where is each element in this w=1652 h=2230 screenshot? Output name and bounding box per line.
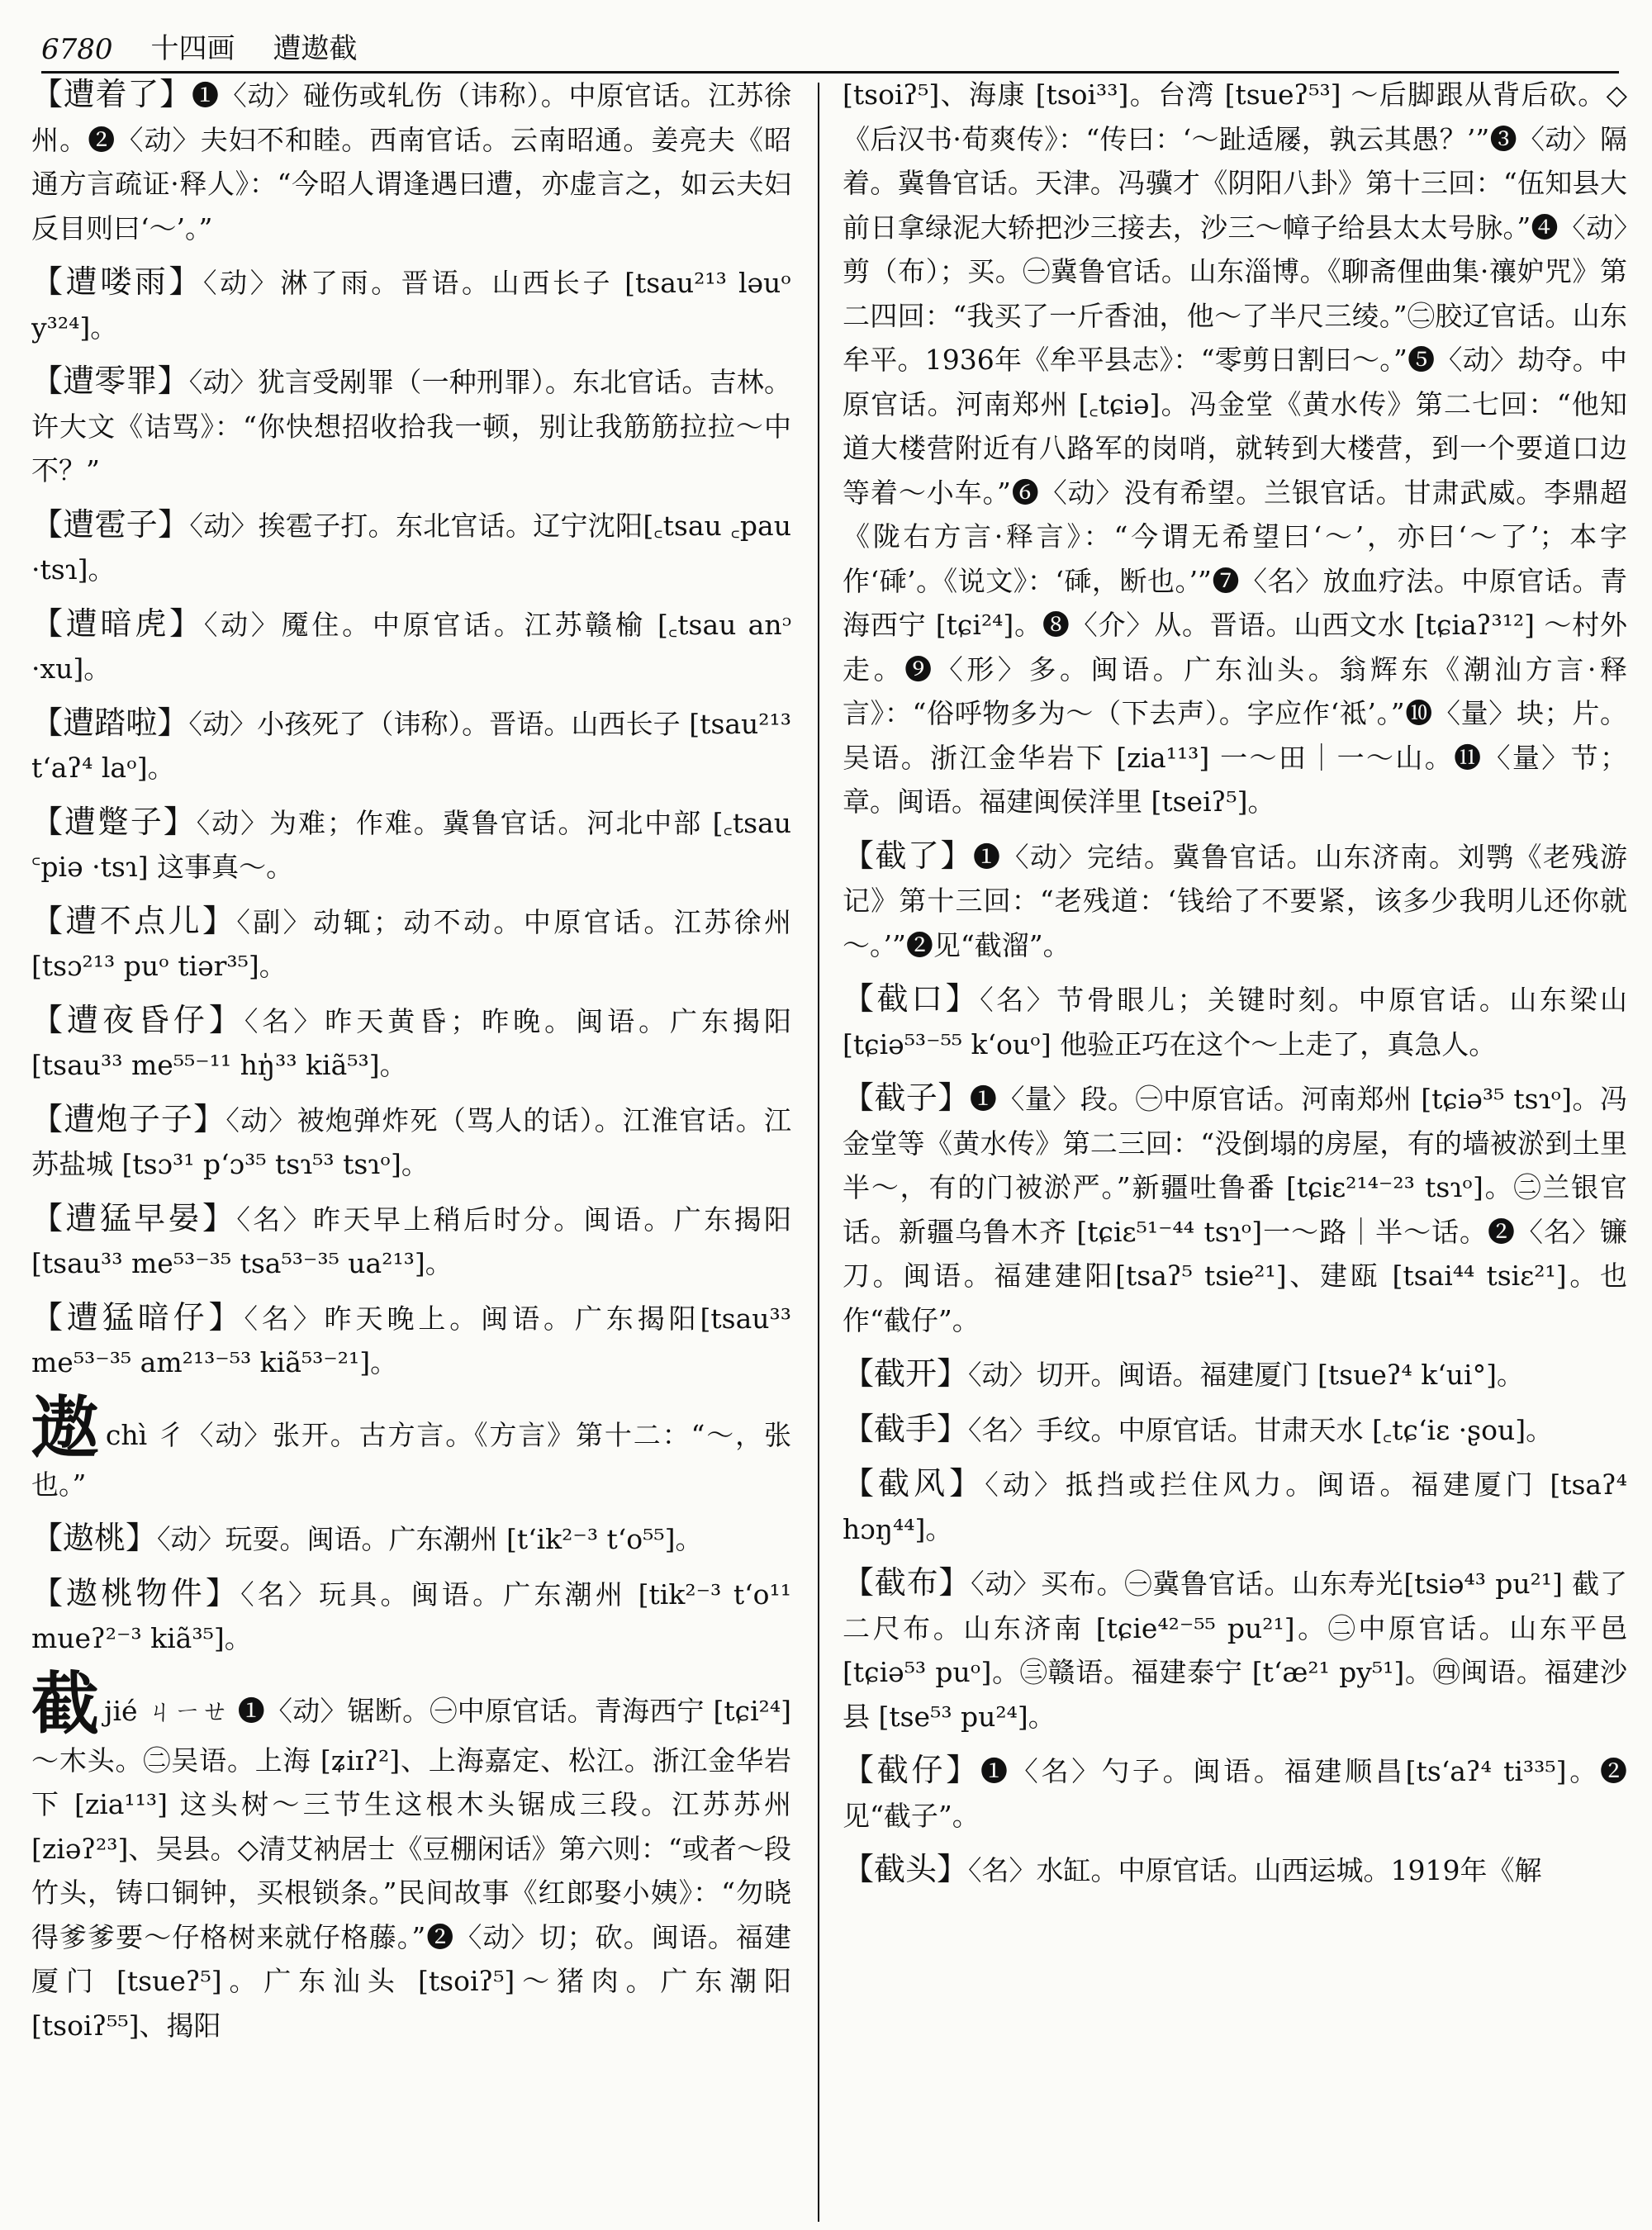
headword: 【截子】 bbox=[843, 1079, 970, 1116]
definition: 〈动〉魇住。中原官话。江苏赣榆 [꜀tsau anᵓ ·xu]。 bbox=[31, 608, 791, 685]
headword: 【遨桃物件】 bbox=[31, 1574, 241, 1611]
entry bbox=[843, 1352, 1627, 1397]
headword: 【遭零罪】 bbox=[31, 363, 189, 399]
entry bbox=[31, 1572, 791, 1661]
entry bbox=[31, 73, 791, 250]
character-entry bbox=[31, 1388, 791, 1507]
definition: 〈名〉昨天黄昏；昨晚。闽语。广东揭阳 [tsau³³ me⁵⁵⁻¹¹ hŋ̍³³ kiã⁵³]。 bbox=[31, 1004, 791, 1081]
definition: 〈动〉犹言受剐罪（一种刑罪）。东北官话。吉林。许大文《诘骂》：“你快想招收拾我一顿，别让我筋筋拉拉～中不？” bbox=[31, 366, 791, 486]
definition: ❶〈动〉完结。冀鲁官话。山东济南。刘鹗《老残游记》第十三回：“老残道：‘钱给了不要紧，该多少我明儿还你就～。’”❷见“截溜”。 bbox=[843, 840, 1627, 961]
left-column bbox=[31, 73, 791, 2222]
right-column bbox=[843, 73, 1627, 2222]
entry bbox=[843, 1076, 1627, 1342]
entry bbox=[31, 1296, 791, 1385]
definition: 〈动〉切开。闽语。福建厦门 [tsueʔ⁴ k‘ui°]。 bbox=[968, 1359, 1524, 1391]
definition: 〈名〉玩具。闽语。广东潮州 [tik²⁻³ t‘o¹¹ mueʔ²⁻³ kiã³⁵]。 bbox=[31, 1578, 791, 1654]
headword: 【遭喽雨】 bbox=[31, 263, 204, 300]
head-character: 截 bbox=[31, 1664, 100, 1744]
entry bbox=[843, 1848, 1627, 1893]
definition: ❶〈动〉碰伤或轧伤（讳称）。中原官话。江苏徐州。❷〈动〉夫妇不和睦。西南官话。云南昭通。姜亮夫《昭通方言疏证·释人》：“今昭人谓逢遇曰遭，亦虚言之，如云夫妇反目则曰‘～’。” bbox=[31, 79, 791, 244]
entry bbox=[31, 999, 791, 1088]
entry bbox=[31, 800, 791, 890]
definition: 〈动〉为难；作难。冀鲁官话。河北中部 [꜀tsau ꜂piə ·tsɿ] 这事真～。 bbox=[31, 806, 791, 883]
headword: 【遭踏啦】 bbox=[31, 704, 189, 741]
entry bbox=[843, 1561, 1627, 1739]
headword: 【截口】 bbox=[843, 980, 980, 1017]
headword: 【截仔】 bbox=[843, 1752, 981, 1788]
definition: ❶〈名〉勺子。闽语。福建顺昌[ts‘aʔ⁴ ti³³⁵]。❷见“截子”。 bbox=[843, 1755, 1627, 1832]
definition: jié ㄐㄧㄝ ❶〈动〉锯断。㊀中原官话。青海西宁 [tɕi²⁴] ～木头。㊁吴语。上海 [ʑiɪʔ²]、上海嘉定、松江。浙江金华岩下 [zia¹¹³] 这头树～三节生这根木头锯成三段。江苏苏州[ziəʔ²³]、吴县。◇清艾衲居士《豆棚闲话》第六则：“或者～段竹头，铸口铜钟，买根锁条。”民间故事《红郎娶小姨》：“勿晓得爹爹要～仔格树来就仔格藤。”❷〈动〉切；砍。闽语。福建厦门 [tsueʔ⁵]。广东汕头 [tsoiʔ⁵]～猪肉。广东潮阳[tsoiʔ⁵⁵]、揭阳 bbox=[31, 1694, 791, 2042]
definition: 〈名〉节骨眼儿；关键时刻。中原官话。山东梁山 [tɕiə⁵³⁻⁵⁵ k‘ouᵒ] 他验正巧在这个～上走了，真急人。 bbox=[843, 984, 1627, 1060]
definition: 〈名〉手纹。中原官话。甘肃天水 [꜀tɕ‘iɛ ·ʂou]。 bbox=[968, 1413, 1554, 1446]
page-header bbox=[41, 15, 1619, 74]
entry bbox=[843, 834, 1627, 968]
entry bbox=[31, 701, 791, 790]
headword: 【遭不点儿】 bbox=[31, 902, 237, 939]
entry bbox=[843, 1407, 1627, 1453]
headword: 【遭蹩子】 bbox=[31, 803, 197, 840]
page-number: 6780 bbox=[41, 33, 113, 66]
definition: chì 彳〈动〉张开。古方言。《方言》第十二：“～，张也。” bbox=[31, 1418, 791, 1501]
headword: 【截头】 bbox=[843, 1851, 969, 1887]
headword: 【截布】 bbox=[843, 1564, 971, 1601]
headword: 【遭夜昏仔】 bbox=[31, 1001, 244, 1038]
entry bbox=[31, 1197, 791, 1286]
headword: 【遨桃】 bbox=[31, 1520, 158, 1556]
entry bbox=[31, 602, 791, 691]
definition: 〈动〉淋了雨。晋语。山西长子 [tsau²¹³ ləuᵒ y³²⁴]。 bbox=[31, 267, 791, 344]
headword: 【截了】 bbox=[843, 837, 973, 874]
definition: ❶〈量〉段。㊀中原官话。河南郑州 [tɕiə³⁵ tsɿᵒ]。冯金堂等《黄水传》第二三回：“没倒塌的房屋，有的墙被淤到土里半～，有的门被淤严。”新疆吐鲁番 [tɕiɛ²¹⁴⁻²³ tsɿᵒ]。㊁兰银官话。新疆乌鲁木齐 [tɕiɛ⁵¹⁻⁴⁴ tsɿᵒ]一～路｜半～话。❷〈名〉镰刀。闽语。福建建阳[tsaʔ⁵ tsie²¹]、建瓯 [tsai⁴⁴ tsiɛ²¹]。也作“截仔”。 bbox=[843, 1083, 1627, 1336]
definition: [tsoiʔ⁵]、海康 [tsoi³³]。台湾 [tsueʔ⁵³] ～后脚跟从背后砍。◇《后汉书·荀爽传》：“传曰：‘～趾适屦，孰云其愚？’”❸〈动〉隔着。冀鲁官话。天津。冯骥才《阴阳八卦》第十三回：“伍知县大前日拿绿泥大轿把沙三接去，沙三～幛子给县太太号脉。”❹〈动〉剪（布）；买。㊀冀鲁官话。山东淄博。《聊斋俚曲集·禳妒咒》第二四回：“我买了一斤香油，他～了半尺三绫。”㊁胶辽官话。山东牟平。1936年《牟平县志》：“零剪日割曰～。”❺〈动〉劫夺。中原官话。河南郑州 [꜀tɕiə]。冯金堂《黄水传》第二七回：“他知道大楼营附近有八路军的岗哨，就转到大楼营，到一个要道口边等着～小车。”❻〈动〉没有希望。兰银官话。甘肃武威。李鼎超《陇右方言·释言》：“今谓无希望曰‘～’，亦曰‘～了’；本字作‘䂷’。《说文》：‘䂷，断也。’”❼〈名〉放血疗法。中原官话。青海西宁 [tɕi²⁴]。❽〈介〉从。晋语。山西文水 [tɕiaʔ³¹²] ～村外走。❾〈形〉多。闽语。广东汕头。翁辉东《潮汕方言·释言》：“俗呼物多为～（下去声）。字应作‘祗’。”❿〈量〉块；片。吴语。浙江金华岩下 [zia¹¹³] 一～田｜一～山。⓫〈量〉节；章。闽语。福建闽侯洋里 [tseiʔ⁵]。 bbox=[843, 78, 1627, 818]
header-chars: 遭遨截 bbox=[273, 32, 358, 65]
headword: 【遭雹子】 bbox=[31, 505, 190, 543]
headword: 【遭着了】 bbox=[31, 76, 192, 112]
character-entry bbox=[31, 1664, 791, 2048]
definition: 〈名〉昨天晚上。闽语。广东揭阳[tsau³³ me⁵³⁻³⁵ am²¹³⁻⁵³ kiã⁵³⁻²¹]。 bbox=[31, 1302, 791, 1378]
definition: 〈名〉昨天早上稍后时分。闽语。广东揭阳 [tsau³³ me⁵³⁻³⁵ tsa⁵³⁻³⁵ ua²¹³]。 bbox=[31, 1203, 791, 1279]
definition: 〈动〉小孩死了（讳称）。晋语。山西长子 [tsau²¹³ t‘aʔ⁴ laᵒ]。 bbox=[31, 707, 791, 784]
entry bbox=[31, 260, 791, 349]
entry bbox=[31, 503, 791, 592]
headword: 【遭暗虎】 bbox=[31, 605, 204, 642]
definition: 〈动〉抵挡或拦住风力。闽语。福建厦门 [tsaʔ⁴ hɔŋ⁴⁴]。 bbox=[843, 1468, 1627, 1545]
entry bbox=[843, 1462, 1627, 1551]
headword: 【截手】 bbox=[843, 1410, 969, 1447]
definition: 〈动〉玩耍。闽语。广东潮州 [t‘ik²⁻³ t‘o⁵⁵]。 bbox=[157, 1523, 703, 1555]
headword: 【截开】 bbox=[843, 1355, 969, 1392]
definition: 〈名〉水缸。中原官话。山西运城。1919年《解 bbox=[968, 1854, 1542, 1886]
definition: 〈动〉挨雹子打。东北官话。辽宁沈阳[꜀tsau ꜀pau ·tsɿ]。 bbox=[31, 509, 791, 586]
entry bbox=[31, 899, 791, 989]
stroke-section: 十四画 bbox=[150, 32, 235, 65]
headword: 【遭炮子子】 bbox=[31, 1100, 226, 1137]
definition: 〈动〉被炮弹炸死（骂人的话）。江淮官话。江苏盐城 [tsɔ³¹ p‘ɔ³⁵ tsɿ⁵³ tsɿᵒ]。 bbox=[31, 1103, 791, 1180]
head-character: 遨 bbox=[31, 1388, 101, 1468]
entry bbox=[843, 1748, 1627, 1838]
entry-continuation bbox=[843, 73, 1627, 824]
entry bbox=[31, 1098, 791, 1187]
column-divider bbox=[818, 83, 819, 2222]
headword: 【遭猛暗仔】 bbox=[31, 1298, 244, 1336]
definition: 〈动〉买布。㊀冀鲁官话。山东寿光[tsiə⁴³ pu²¹] 截了二尺布。山东济南 [tɕie⁴²⁻⁵⁵ pu²¹]。㊁中原官话。山东平邑 [tɕiə⁵³ puᵒ]。㊂赣语。福建泰宁 [t‘æ²¹ py⁵¹]。㊃闽语。福建沙县 [tse⁵³ pu²⁴]。 bbox=[843, 1568, 1627, 1733]
headword: 【截风】 bbox=[843, 1465, 985, 1502]
entry bbox=[31, 359, 791, 493]
definition: 〈副〉动辄；动不动。中原官话。江苏徐州 [tsɔ²¹³ puᵒ tiər³⁵]。 bbox=[31, 905, 791, 982]
entry bbox=[843, 977, 1627, 1066]
entry bbox=[31, 1516, 791, 1562]
headword: 【遭猛早晏】 bbox=[31, 1199, 237, 1236]
